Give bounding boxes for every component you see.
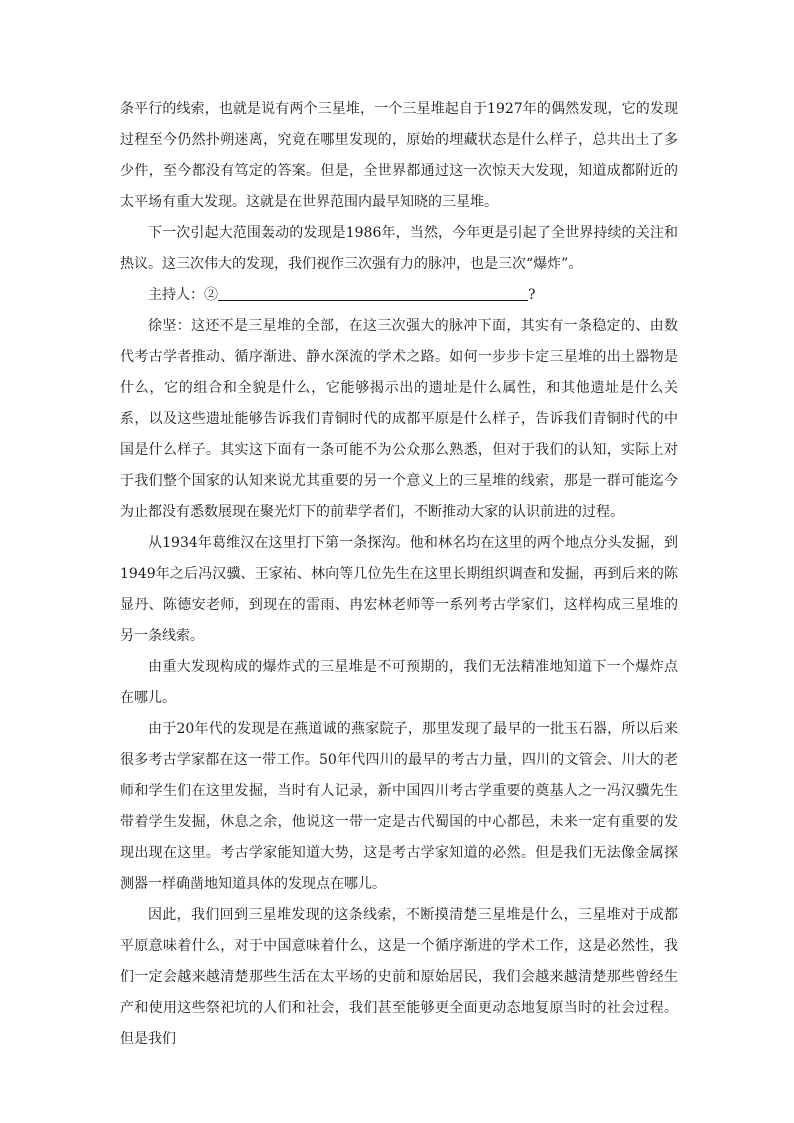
paragraph-xu-jian: 徐坚：这还不是三星堆的全部，在这三次强大的脉冲下面，其实有一条稳定的、由数代考古学者推动、循序渐进、静水深流的学术之路。如何一步步卡定三星堆的出土器物是什么，它的组合和全貌是什么，它能够揭示出的遗址是什么属性，和其他遗址是什么关系，以及这些遗址能够告诉我们青铜时代的成都平原是什么样子，告诉我们青铜时代的中国是什么样子。其实这下面有一条可能不为公众那么熟悉，但对于我们的认知，实际上对于我们整个国家的认知来说尤其重要的另一个意义上的三星堆的线索，那是一群可能迄今为止都没有悉数展现在聚光灯下的前辈学者们，不断推动大家的认识前进的过程。: [120, 318, 678, 520]
paragraph-1986-discovery: 下一次引起大范围轰动的发现是1986年，当然，今年更是引起了全世界持续的关注和热议。这三次伟大的发现，我们视作三次强有力的脉冲，也是三次“爆炸”。: [120, 225, 678, 272]
host-label: 主持人：: [148, 287, 204, 303]
question-mark: ?: [528, 287, 536, 303]
paragraph-continuation: 条平行的线索，也就是说有两个三星堆，一个三星堆起自于1927年的偶然发现，它的发现过程至今仍然扑朔迷离，究竟在哪里发现的，原始的埋藏状态是什么样子，总共出土了多少件，至今都没有笃定的答案。但是，全世界都通过这一次惊天大发现，知道成都附近的太平场有重大发现。这就是在世界范围内最早知晓的三星堆。: [120, 101, 678, 210]
paragraph-conclusion: 因此，我们回到三星堆发现的这条线索，不断摸清楚三星堆是什么，三星堆对于成都平原意味着什么，对于中国意味着什么，这是一个循序渐进的学术工作，这是必然性，我们一定会越来越清楚那些生活在太平场的史前和原始居民，我们会越来越清楚那些曾经生产和使用这些祭祀坑的人们和社会，我们甚至能够更全面更动态地复原当时的社会过程。但是我们: [120, 907, 678, 1047]
host-question-line: [120, 280, 678, 311]
answer-blank[interactable]: [218, 284, 528, 301]
paragraph-1934-excavation: 从1934年葛维汉在这里打下第一条探沟。他和林名均在这里的两个地点分头发掘，到1949年之后冯汉骥、王家祐、林向等几位先生在这里长期组织调查和发掘，再到后来的陈显丹、陈德安老师，到现在的雷雨、冉宏林老师等一系列考古学家们，这样构成三星堆的另一条线索。: [120, 535, 678, 644]
question-marker: ②: [204, 287, 218, 303]
article-body: [120, 94, 678, 1055]
paragraph-unpredictable: 由重大发现构成的爆炸式的三星堆是不可预期的，我们无法精准地知道下一个爆炸点在哪儿。: [120, 659, 678, 706]
paragraph-1920s-discovery: 由于20年代的发现是在燕道诚的燕家院子，那里发现了最早的一批玉石器，所以后来很多考古学家都在这一带工作。50年代四川的最早的考古力量，四川的文管会、川大的老师和学生们在这里发掘，当时有人记录，新中国四川考古学重要的奠基人之一冯汉骥先生带着学生发掘，休息之余，他说这一带一定是古代蜀国的中心都邑，未来一定有重要的发现出现在这里。考古学家能知道大势，这是考古学家知道的必然。但是我们无法像金属探测器一样确凿地知道具体的发现点在哪儿。: [120, 721, 678, 892]
